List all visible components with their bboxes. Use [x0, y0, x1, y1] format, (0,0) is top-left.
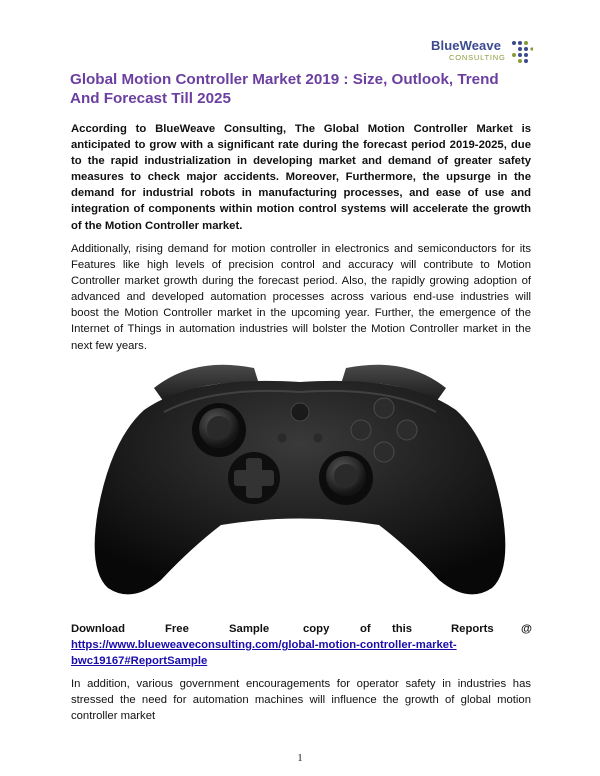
page-number: 1: [297, 752, 303, 764]
download-word: Sample: [229, 623, 270, 635]
logo-dots-icon: [511, 40, 533, 64]
closing-paragraph: In addition, various government encouragements for operator safety in industries has stressed the need for automation machines will influence the growth of global motion controller market: [71, 678, 531, 723]
logo-name: BlueWeave: [431, 38, 502, 53]
report-sample-link[interactable]: https://www.blueweaveconsulting.com/global-motion-controller-market-bwc19167#ReportSample: [71, 639, 457, 667]
game-controller-image: [84, 320, 516, 610]
download-word: Free: [165, 623, 189, 635]
body-paragraph: Additionally, rising demand for motion controller in electronics and semiconductors for its Features like high levels of precision control and accuracy will contribute to Motion Controller market growth during the forecast period. Also, the rapidly growing adoption of advanced and developed automation processes across various end-use industries will boost the Motion Controller market in the upcoming year. Further, the emergence of the Internet of Things in automation industries will bolster the Motion Controller market in the next few years.: [71, 243, 531, 352]
download-word: this: [392, 623, 413, 635]
company-logo: [431, 38, 535, 68]
download-word: Download: [71, 623, 125, 635]
intro-paragraph: According to BlueWeave Consulting, The Global Motion Controller Market is anticipated to grow with a significant rate during the forecast period 2019-2025, due to the rapid industrialization in developing market and demand of greater safety measures to check major accidents. Moreover, Furthermore, the upsurge in the demand for industrial robots in manufacturing processes, and ease of use and integration of components within motion control systems will accelerate the growth of the Motion Controller market.: [71, 123, 531, 232]
logo-subtitle: CONSULTING: [449, 53, 506, 62]
download-word: copy: [303, 623, 330, 635]
download-word: of: [360, 623, 371, 635]
download-word: Reports: [451, 623, 494, 635]
document-title: Global Motion Controller Market 2019 : Size, Outlook, Trend And Forecast Till 2025: [70, 71, 499, 107]
download-word: @: [521, 623, 533, 635]
